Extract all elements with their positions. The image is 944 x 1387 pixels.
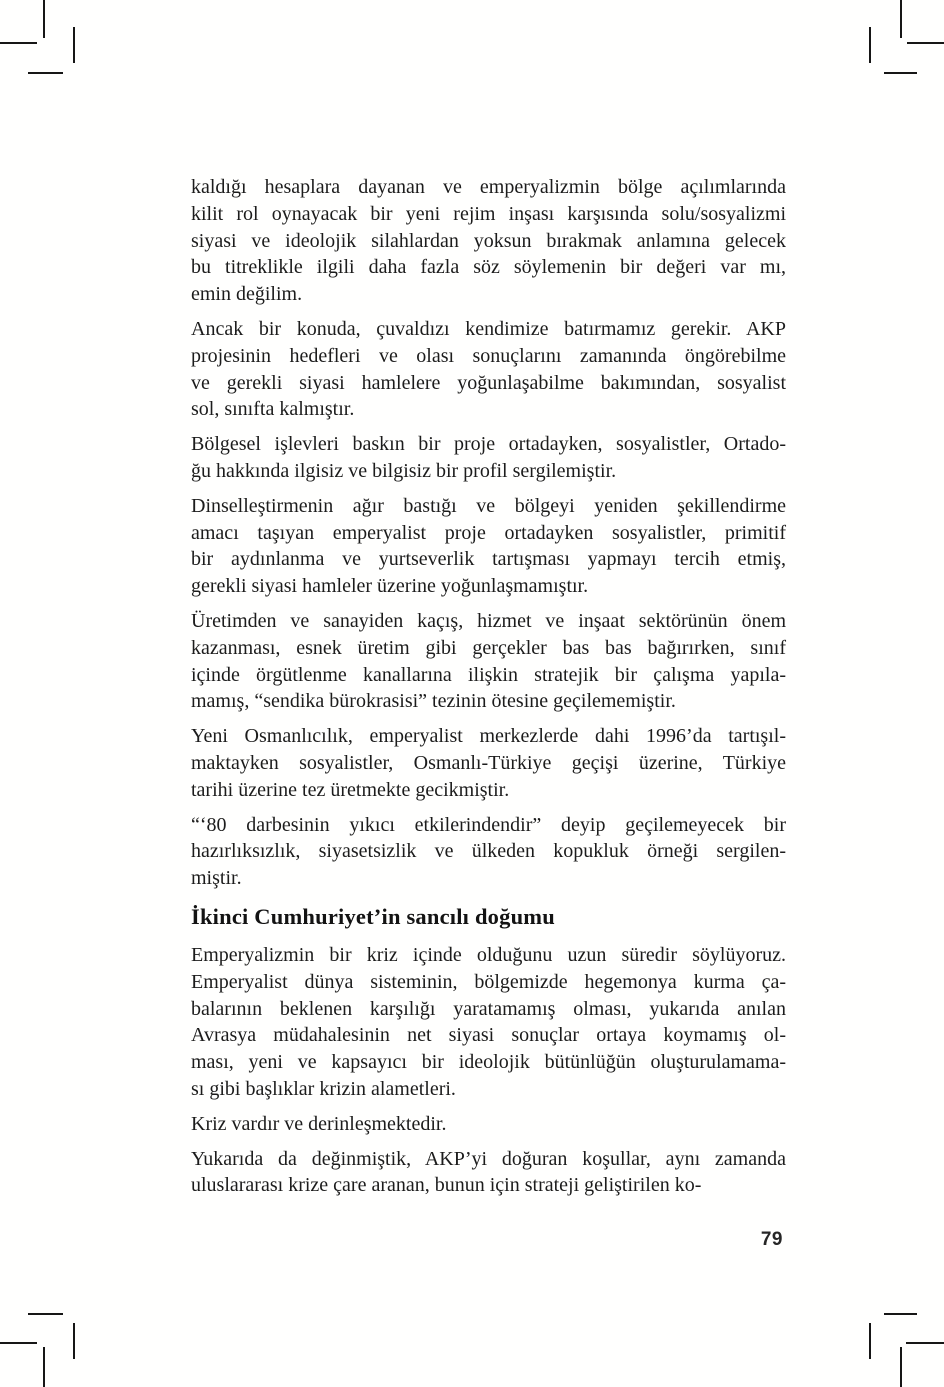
text-line: “‘80 darbesinin yıkıcı etkilerindendir” deyip geçilemeyecek bir	[191, 813, 786, 836]
text-line: Dinselleştirmenin ağır bastığı ve bölgeyi yeniden şekillendirme	[191, 494, 786, 517]
crop-mark-line	[28, 1313, 63, 1315]
crop-mark-line	[0, 42, 37, 44]
text-block	[191, 174, 786, 1207]
text-line: ve gerekli siyasi hamlelere yoğunlaşabilme bakımından, sosyalist	[191, 371, 786, 394]
text-line: Emperyalizmin bir kriz içinde olduğunu uzun süredir söylüyoruz.	[191, 943, 786, 966]
text-line: hazırlıksızlık, siyasetsizlik ve ülkeden kopukluk örneği sergilen-	[191, 840, 786, 863]
section-heading: İkinci Cumhuriyet’in sancılı doğumu	[191, 903, 555, 929]
text-line: sol, sınıfta kalmıştır.	[191, 398, 355, 421]
text-line: siyasi ve ideolojik silahlardan yoksun bırakmak anlamına gelecek	[191, 229, 786, 252]
text-line: mamış, “sendika bürokrasisi” tezinin ötesine geçilememiştir.	[191, 690, 676, 713]
body-paragraph	[191, 942, 786, 1103]
crop-mark-line	[900, 0, 902, 38]
page-number: 79	[760, 1229, 783, 1250]
crop-mark-line	[907, 42, 944, 44]
text-line: Avrasya müdahalesinin net siyasi sonuçlar ortaya koymamış ol-	[191, 1024, 786, 1047]
text-line: Yeni Osmanlıcılık, emperyalist merkezlerde dahi 1996’da tartışıl-	[191, 725, 786, 748]
text-line: emin değilim.	[191, 283, 303, 306]
text-line: projesinin hedefleri ve olası sonuçlarını zamanında öngörebilme	[191, 344, 786, 367]
text-line: kazanması, esnek üretim gibi gerçekler bas bas bağırırken, sınıf	[191, 636, 786, 659]
crop-mark-line	[869, 1323, 871, 1359]
body-paragraph	[191, 812, 786, 892]
text-line: balarının beklenen karşılığı yaratamamış olması, yukarıda anılan	[191, 997, 786, 1020]
body-paragraph	[191, 493, 786, 600]
text-line: miştir.	[191, 867, 242, 890]
body-paragraph	[191, 723, 786, 803]
crop-mark-line	[884, 72, 917, 74]
body-paragraph	[191, 1146, 786, 1200]
text-line: kaldığı hesaplara dayanan ve emperyalizmin bölge açılımlarında	[191, 176, 786, 198]
text-line: Yukarıda da değinmiştik, AKP’yi doğuran koşullar, aynı zamanda	[191, 1147, 786, 1170]
body-paragraph	[191, 431, 786, 485]
text-line: gerekli siyasi hamleler üzerine yoğunlaşmamıştır.	[191, 575, 589, 598]
text-line: Ancak bir konuda, çuvaldızı kendimize batırmamız gerekir. AKP	[191, 317, 786, 340]
crop-mark-line	[73, 27, 75, 63]
text-line: Emperyalist dünya sisteminin, bölgemizde hegemonya kurma ça-	[191, 970, 786, 993]
text-line: kilit rol oynayacak bir yeni rejim inşası karşısında solu/sosyalizmi	[191, 202, 786, 225]
text-line: bu titreklikle ilgili daha fazla söz söylemenin bir değeri var mı,	[191, 256, 786, 279]
crop-mark-line	[869, 27, 871, 63]
text-line: Üretimden ve sanayiden kaçış, hizmet ve inşaat sektörünün önem	[191, 609, 786, 632]
text-line: içinde örgütlenme kanallarına ilişkin stratejik bir çalışma yapıla-	[191, 663, 786, 686]
text-line: amacı taşıyan emperyalist proje ortadayken sosyalistler, primitif	[191, 521, 786, 544]
body-paragraph	[191, 316, 786, 423]
crop-mark-line	[28, 72, 63, 74]
crop-mark-line	[0, 1342, 37, 1344]
crop-mark-line	[43, 0, 45, 38]
crop-mark-line	[900, 1347, 902, 1387]
text-line: ması, yeni ve kapsayıcı bir ideolojik bütünlüğün oluşturulamama-	[191, 1051, 786, 1074]
crop-mark-line	[73, 1323, 75, 1359]
body-paragraph	[191, 174, 786, 308]
text-line: Kriz vardır ve derinleşmektedir.	[191, 1112, 447, 1135]
text-line: maktayken sosyalistler, Osmanlı-Türkiye geçişi üzerine, Türkiye	[191, 751, 786, 774]
body-paragraph	[191, 1111, 786, 1138]
text-line: sı gibi başlıklar krizin alametleri.	[191, 1077, 456, 1100]
text-line: Bölgesel işlevleri baskın bir proje ortadayken, sosyalistler, Ortado-	[191, 433, 786, 456]
text-line: uluslararası krize çare aranan, bunun için strateji geliştirilen ko-	[191, 1174, 702, 1197]
text-line: bir aydınlanma ve yurtseverlik tartışması yapmayı tercih etmiş,	[191, 548, 786, 571]
crop-mark-line	[43, 1347, 45, 1387]
text-line: tarihi üzerine tez üretmekte gecikmiştir.	[191, 778, 510, 801]
body-paragraph	[191, 608, 786, 715]
crop-mark-line	[884, 1313, 917, 1315]
crop-mark-line	[906, 1342, 944, 1344]
text-line: ğu hakkında ilgisiz ve bilgisiz bir profil sergilemiştir.	[191, 459, 617, 482]
